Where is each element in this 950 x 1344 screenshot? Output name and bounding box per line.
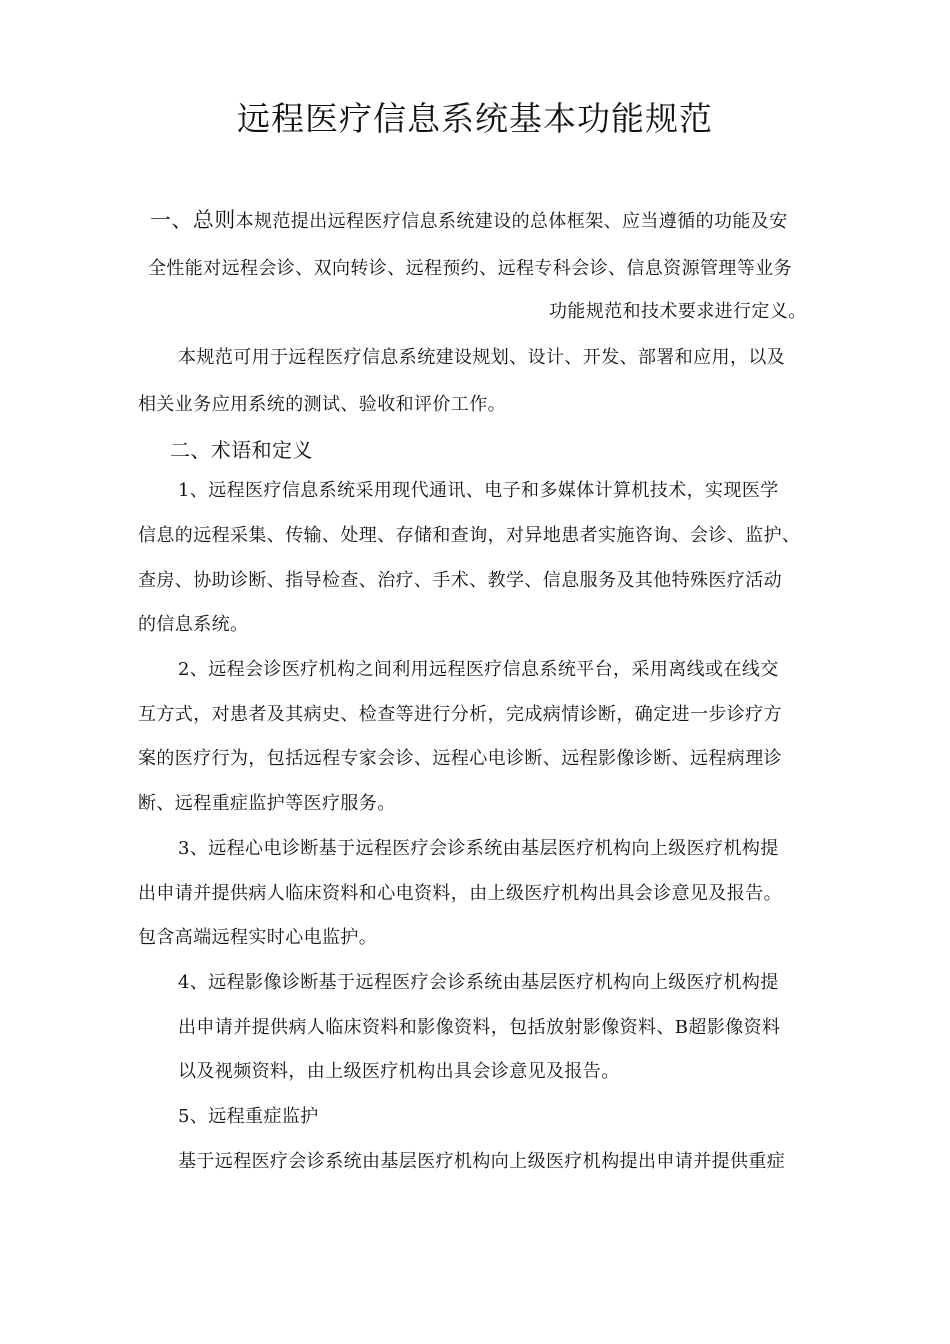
item5-line1: 基于远程医疗会诊系统由基层医疗机构向上级医疗机构提出申请并提供重症	[178, 1151, 786, 1172]
item1-line3: 查房、协助诊断、指导检查、治疗、手术、教学、信息服务及其他特殊医疗活动	[138, 570, 782, 591]
item2-line1: 2、远程会诊医疗机构之间利用远程医疗信息系统平台，采用离线或在线交	[178, 659, 779, 680]
section1-line2: 全性能对远程会诊、双向转诊、远程预约、远程专科会诊、信息资源管理等业务	[148, 258, 792, 279]
item2-line4: 断、远程重症监护等医疗服务。	[138, 793, 396, 814]
document-title: 远程医疗信息系统基本功能规范	[237, 99, 713, 138]
section1-line3: 功能规范和技术要求进行定义。	[549, 301, 807, 322]
item3-line3: 包含高端远程实时心电监护。	[138, 927, 378, 948]
item2-line3: 案的医疗行为，包括远程专家会诊、远程心电诊断、远程影像诊断、远程病理诊	[138, 748, 782, 769]
item4-line1: 4、远程影像诊断基于远程医疗会诊系统由基层医疗机构向上级医疗机构提	[178, 972, 779, 993]
section1-para2-line2: 相关业务应用系统的测试、验收和评价工作。	[138, 394, 506, 415]
item4-line2: 出申请并提供病人临床资料和影像资料，包括放射影像资料、B超影像资料	[178, 1017, 781, 1038]
item1-line4: 的信息系统。	[138, 614, 249, 635]
item3-line1: 3、远程心电诊断基于远程医疗会诊系统由基层医疗机构向上级医疗机构提	[178, 838, 779, 859]
section1-para2-line1: 本规范可用于远程医疗信息系统建设规划、设计、开发、部署和应用，以及	[178, 347, 786, 368]
item1-line1: 1、远程医疗信息系统采用现代通讯、电子和多媒体计算机技术，实现医学	[178, 480, 779, 501]
item1-line2: 信息的远程采集、传输、处理、存储和查询，对异地患者实施咨询、会诊、监护、	[138, 525, 801, 546]
section1-heading: 一、总则	[150, 208, 236, 232]
item4-line3: 以及视频资料，由上级医疗机构出具会诊意见及报告。	[178, 1061, 620, 1082]
item5-heading: 5、远程重症监护	[178, 1106, 319, 1127]
section1-first-line	[150, 205, 788, 237]
item2-line2: 互方式，对患者及其病史、检查等进行分析，完成病情诊断，确定进一步诊疗方	[138, 704, 782, 725]
item3-line2: 出申请并提供病人临床资料和心电资料，由上级医疗机构出具会诊意见及报告。	[138, 883, 782, 904]
section2-heading: 二、术语和定义	[170, 438, 313, 462]
section1-line1-text: 本规范提出远程医疗信息系统建设的总体框架、应当遵循的功能及安	[235, 211, 788, 232]
